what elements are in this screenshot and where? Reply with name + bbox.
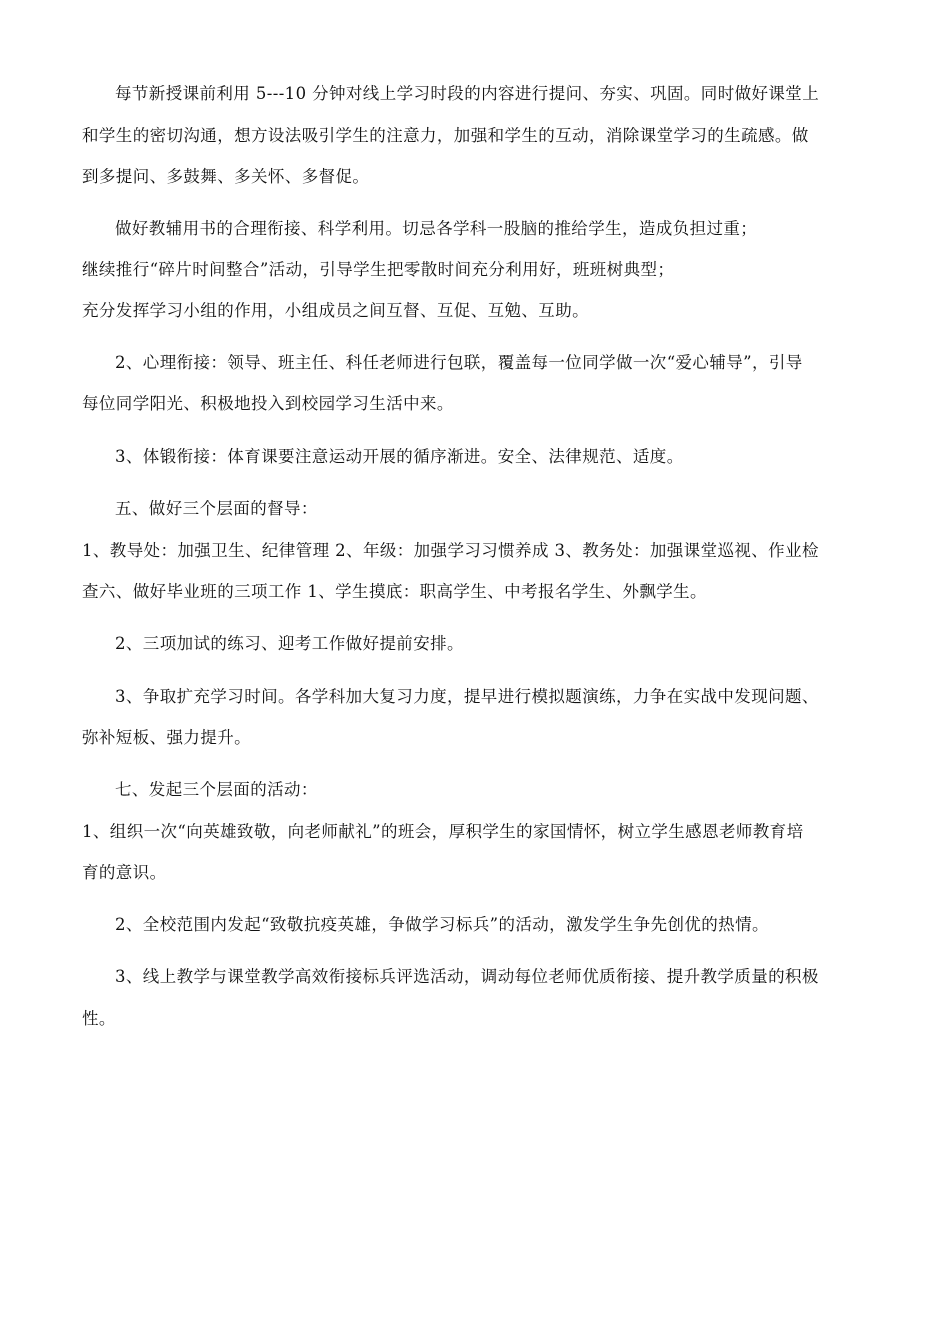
text-line: 充分发挥学习小组的作用，小组成员之间互督、互促、互勉、互助。 xyxy=(82,301,589,320)
text-line: 弥补短板、强力提升。 xyxy=(82,728,251,747)
text-line: 2、全校范围内发起“致敬抗疫英雄，争做学习标兵”的活动，激发学生争先创优的热情。 xyxy=(115,915,769,934)
text-line: 3、体锻衔接：体育课要注意运动开展的循序渐进。安全、法律规范、适度。 xyxy=(115,447,684,466)
text-line: 性。 xyxy=(82,1009,116,1028)
text-line: 育的意识。 xyxy=(82,863,167,882)
text-line: 每节新授课前利用 5---10 分钟对线上学习时段的内容进行提问、夯实、巩固。同时做好课堂上 xyxy=(115,84,820,103)
text-line: 和学生的密切沟通，想方设法吸引学生的注意力，加强和学生的互动，消除课堂学习的生疏感。做 xyxy=(82,126,809,145)
text-line: 3、线上教学与课堂教学高效衔接标兵评选活动，调动每位老师优质衔接、提升教学质量的积极 xyxy=(115,967,819,986)
text-line: 1、教导处：加强卫生、纪律管理 2、年级：加强学习习惯养成 3、教务处：加强课堂巡视、作业检 xyxy=(82,541,819,560)
text-line: 到多提问、多鼓舞、多关怀、多督促。 xyxy=(82,167,370,186)
text-line: 每位同学阳光、积极地投入到校园学习生活中来。 xyxy=(82,394,454,413)
text-line: 3、争取扩充学习时间。各学科加大复习力度，提早进行模拟题演练，力争在实战中发现问题、 xyxy=(115,687,819,706)
text-line: 1、组织一次“向英雄致敬，向老师献礼”的班会，厚积学生的家国情怀，树立学生感恩老师教育培 xyxy=(82,822,804,841)
text-line: 查六、做好毕业班的三项工作 1、学生摸底：职高学生、中考报名学生、外飘学生。 xyxy=(82,582,707,601)
text-line: 2、三项加试的练习、迎考工作做好提前安排。 xyxy=(115,634,464,653)
text-line: 继续推行“碎片时间整合”活动，引导学生把零散时间充分利用好，班班树典型； xyxy=(82,260,675,279)
section-heading: 七、发起三个层面的活动： xyxy=(115,780,318,799)
section-heading: 五、做好三个层面的督导： xyxy=(115,499,318,518)
text-line: 做好教辅用书的合理衔接、科学利用。切忌各学科一股脑的推给学生，造成负担过重； xyxy=(115,219,758,238)
text-line: 2、心理衔接：领导、班主任、科任老师进行包联，覆盖每一位同学做一次“爱心辅导”，引导 xyxy=(115,353,803,372)
